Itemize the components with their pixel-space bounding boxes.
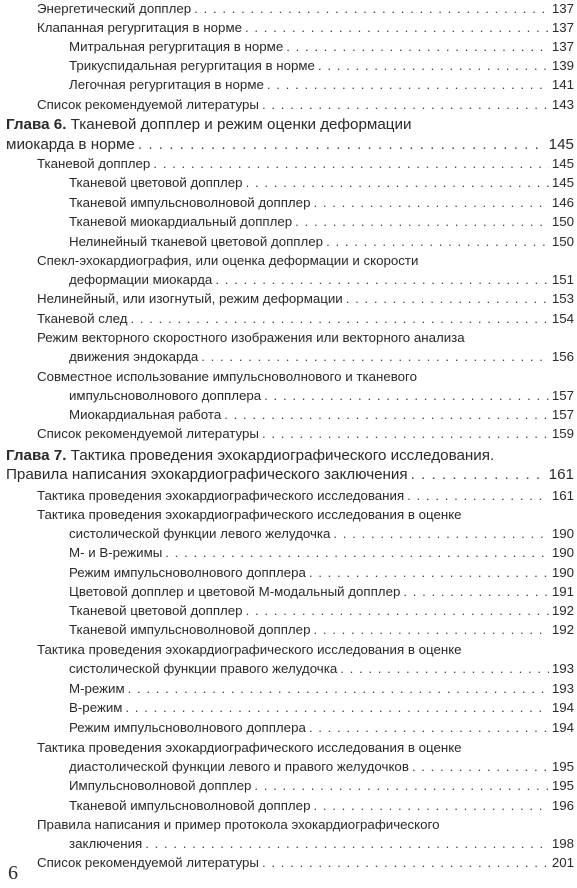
toc-entry [69,174,574,191]
entry-title: Миокардиальная работа [69,407,222,422]
entry-title: Тканевой след [37,311,128,326]
entry-page: 145 [551,156,574,171]
entry-page: 153 [551,291,574,306]
entry-page: 151 [551,272,574,287]
toc-entry [69,38,574,55]
toc-entry [37,96,574,113]
toc-entry [37,739,462,756]
entry-title: Тканевой импульсноволновой допплер [69,798,311,813]
entry-page: 156 [551,349,574,364]
entry-title [6,116,411,133]
dot-leader [130,310,548,327]
chapter-heading [6,446,494,465]
entry-page: 190 [551,565,574,580]
entry-page: 137 [551,1,574,16]
entry-title: Цветовой допплер и цветовой М-модальный допплер [69,584,401,599]
toc-entry [69,777,574,794]
toc-entry [69,387,574,404]
entry-page: 146 [551,195,574,210]
entry-title: Список рекомендуемой литературы [37,97,259,112]
dot-leader [313,194,548,211]
entry-page: 190 [551,526,574,541]
chapter-label: Глава 6. [6,116,67,133]
toc-entry [37,641,462,658]
toc-entry [69,719,574,736]
entry-title: Спекл-эхокардиография, или оценка деформации и скорости [37,253,419,268]
toc-entry [37,368,417,385]
entry-page: 145 [551,175,574,190]
entry-page: 143 [551,97,574,112]
entry-title: Импульсноволновой допплер [69,778,252,793]
entry-page: 137 [551,39,574,54]
dot-leader [318,57,549,74]
toc-entry [69,233,574,250]
entry-title: диастолической функции левого и правого желудочков [69,759,409,774]
dot-leader [262,854,549,871]
dot-leader [346,290,549,307]
entry-title: Тактика проведения эхокардиографического исследования в оценке [37,642,462,657]
dot-leader [403,583,548,600]
entry-title: Нелинейный, или изогнутый, режим деформации [37,291,343,306]
dot-leader [224,406,549,423]
entry-title: Тактика проведения эхокардиографического исследования [37,488,405,503]
entry-title: Список рекомендуемой литературы [37,855,259,870]
entry-page: 194 [551,720,574,735]
toc-entry [69,758,574,775]
toc-entry [37,329,465,346]
entry-title: Тканевой импульсноволновой допплер [69,622,311,637]
dot-leader [313,621,548,638]
entry-title: Список рекомендуемой литературы [37,426,259,441]
toc-entry [37,506,462,523]
dot-leader [215,271,549,288]
entry-title: М-режим [69,681,125,696]
dot-leader [246,602,549,619]
toc-entry [69,57,574,74]
dot-leader [412,758,549,775]
entry-title: Клапанная регургитация в норме [37,20,242,35]
entry-title: заключения [69,836,143,851]
entry-page: 141 [551,77,574,92]
toc-entry [69,406,574,423]
entry-page: 145 [548,136,574,153]
entry-title: импульсноволнового допплера [69,388,262,403]
chapter-heading [6,115,411,134]
entry-page: 193 [551,681,574,696]
entry-title: Тканевой миокардиальный допплер [69,214,293,229]
toc-entry [69,835,574,852]
dot-leader [407,487,549,504]
entry-page: 190 [551,545,574,560]
entry-title: Трикуспидальная регургитация в норме [69,58,315,73]
entry-title: Тактика проведения эхокардиографического исследования в оценке [37,507,462,522]
dot-leader [286,38,549,55]
entry-page: 159 [551,426,574,441]
toc-entry [69,76,574,93]
entry-title: Режим векторного скоростного изображения или векторного анализа [37,330,465,345]
toc-entry [69,271,574,288]
entry-title: М- и В-режимы [69,545,163,560]
toc-entry [69,660,574,677]
dot-leader [153,155,548,172]
toc-entry [69,544,574,561]
toc-entry [69,680,574,697]
chapter-label: Глава 7. [6,447,67,464]
entry-title: Митральная регургитация в норме [69,39,284,54]
toc-entry [69,194,574,211]
chapter-heading [6,465,574,484]
toc-entry [69,699,574,716]
entry-title: Нелинейный тканевой цветовой допплер [69,234,324,249]
entry-page: 137 [551,20,574,35]
entry-title: Тканевой импульсноволновой допплер [69,195,311,210]
entry-title: Совместное использование импульсноволнового и тканевого [37,369,417,384]
entry-page: 161 [548,466,574,483]
dot-leader [138,135,546,154]
toc-entry [69,564,574,581]
toc-entry [37,252,418,269]
dot-leader [125,699,548,716]
toc-entry [37,155,574,172]
entry-title: систолической функции левого желудочка [69,526,331,541]
toc-entry [37,0,574,17]
toc-entry [69,348,574,365]
entry-page: 161 [551,488,574,503]
entry-page: 193 [551,661,574,676]
page-number: 6 [8,862,18,884]
toc-entry [37,19,574,36]
toc-entry [69,583,574,600]
entry-title: Тканевой цветовой допплер [69,175,243,190]
toc-entry [69,213,574,230]
entry-page: 194 [551,700,574,715]
entry-title: В-режим [69,700,123,715]
dot-leader [309,719,549,736]
entry-title: Энергетический допплер [37,1,192,16]
toc-entry [69,525,574,542]
entry-page: 192 [551,603,574,618]
dot-leader [194,0,549,17]
dot-leader [201,348,549,365]
toc-entry [37,310,574,327]
toc-entry [37,854,574,871]
dot-leader [262,425,549,442]
toc-entry [69,602,574,619]
entry-page: 157 [551,388,574,403]
entry-page: 195 [551,778,574,793]
entry-title: Правила написания эхокардиографического заключения [6,466,408,483]
toc-entry [69,797,574,814]
dot-leader [411,465,546,484]
dot-leader [333,525,548,542]
dot-leader [295,213,549,230]
entry-page: 196 [551,798,574,813]
entry-page: 201 [551,855,574,870]
entry-page: 150 [551,214,574,229]
entry-title: деформации миокарда [69,272,213,287]
dot-leader [245,19,549,36]
toc-entry [37,290,574,307]
dot-leader [340,660,549,677]
entry-title [6,447,494,464]
dot-leader [264,387,549,404]
entry-page: 191 [551,584,574,599]
dot-leader [128,680,549,697]
toc-entry [69,621,574,638]
dot-leader [326,233,549,250]
entry-page: 154 [551,311,574,326]
entry-title: Режим импульсноволнового допплера [69,720,306,735]
chapter-heading [6,135,574,154]
entry-page: 192 [551,622,574,637]
entry-page: 139 [551,58,574,73]
toc-entry [37,425,574,442]
dot-leader [309,564,549,581]
dot-leader [165,544,549,561]
entry-title: систолической функции правого желудочка [69,661,338,676]
chapter-title: Тканевой допплер и режим оценки деформации [70,116,412,133]
entry-title: Тактика проведения эхокардиографического исследования в оценке [37,740,462,755]
entry-page: 150 [551,234,574,249]
entry-title: движения эндокарда [69,349,199,364]
entry-page: 157 [551,407,574,422]
entry-page: 198 [551,836,574,851]
dot-leader [246,174,549,191]
dot-leader [262,96,549,113]
toc-entry [37,816,439,833]
dot-leader [267,76,549,93]
entry-page: 195 [551,759,574,774]
entry-title: Тканевой допплер [37,156,151,171]
entry-title: Легочная регургитация в норме [69,77,264,92]
entry-title: Режим импульсноволнового допплера [69,565,306,580]
toc-entry [37,487,574,504]
entry-title: Тканевой цветовой допплер [69,603,243,618]
dot-leader [145,835,549,852]
dot-leader [254,777,548,794]
chapter-title: Тактика проведения эхокардиографического исследования. [70,447,495,464]
dot-leader [313,797,548,814]
entry-title: Правила написания и пример протокола эхокардиографического [37,817,440,832]
entry-title: миокарда в норме [6,136,135,153]
